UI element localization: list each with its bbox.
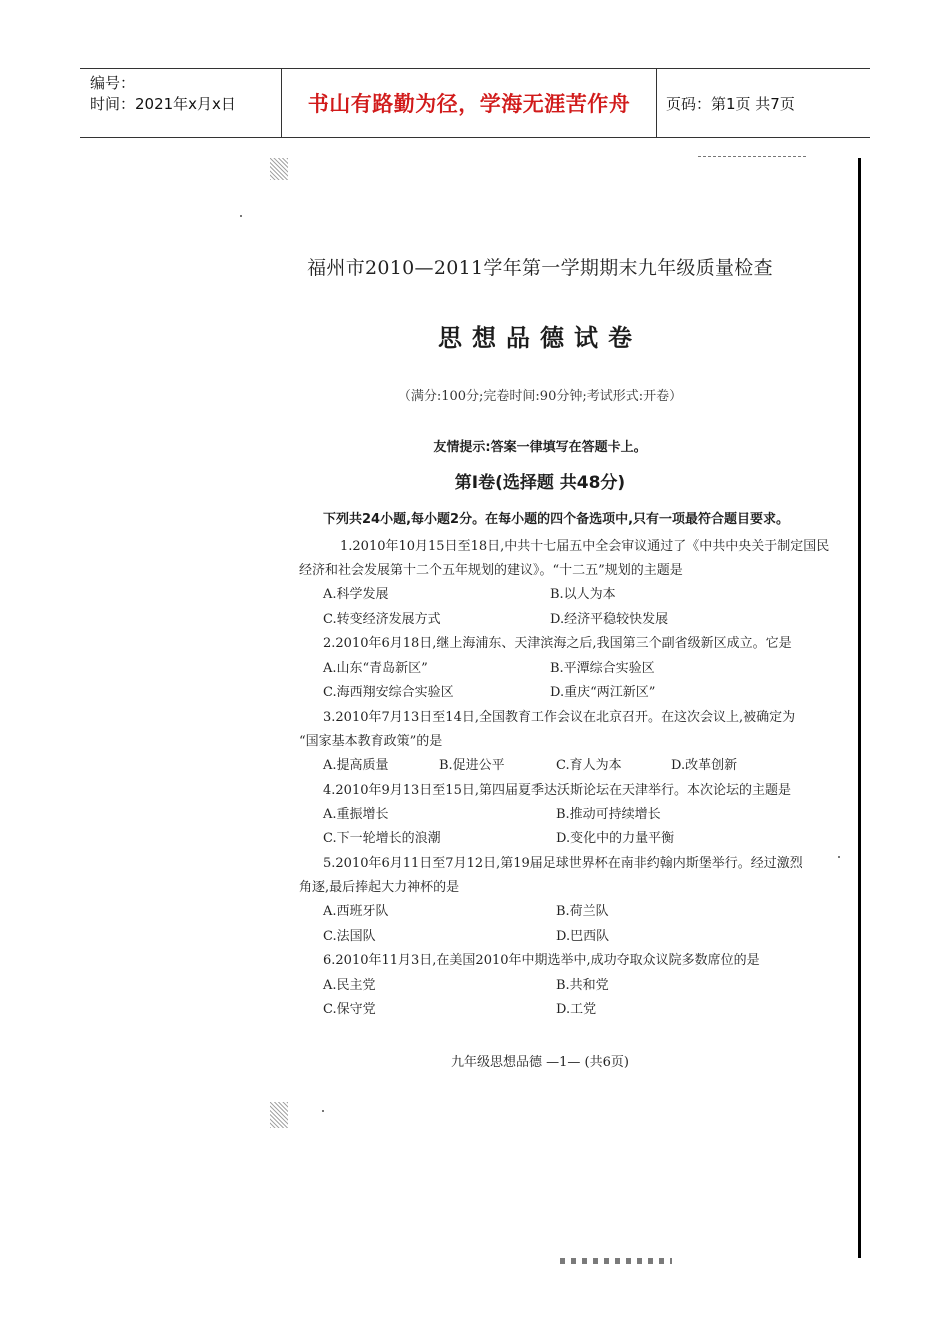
question-2-option: B.平潭综合实验区 — [550, 661, 655, 676]
question-3-option: D.改革创新 — [671, 758, 738, 773]
question-2-option: C.海西翔安综合实验区 — [323, 685, 454, 700]
header-divider — [656, 69, 657, 137]
question-1-stem-line: 经济和社会发展第十二个五年规划的建议》。“十二五”规划的主题是 — [299, 563, 683, 578]
question-6-stem-line: 6.2010年11月3日,在美国2010年中期选举中,成功夺取众议院多数席位的是 — [323, 953, 760, 968]
question-4-option: B.推动可持续增长 — [556, 807, 661, 822]
section-heading: 第Ⅰ卷(选择题 共48分) — [454, 473, 626, 493]
scan-speck — [838, 856, 840, 858]
question-6-option: B.共和党 — [556, 978, 609, 993]
page-info: 页码：第1页 共7页 — [666, 95, 795, 113]
number-label: 编号： — [90, 74, 136, 92]
question-1-option: A.科学发展 — [323, 587, 389, 602]
scan-dash-line — [698, 156, 806, 157]
question-5-option: C.法国队 — [323, 929, 376, 944]
question-5-option: D.巴西队 — [556, 929, 610, 944]
question-3-option: C.育人为本 — [556, 758, 622, 773]
question-2-stem-line: 2.2010年6月18日,继上海浦东、天津滨海之后,我国第三个副省级新区成立。它是 — [323, 636, 792, 651]
scan-speck — [240, 215, 242, 217]
question-1-stem-line: 1.2010年10月15日至18日,中共十七届五中全会审议通过了《中共中央关于制定国民 — [340, 539, 830, 554]
question-3-stem-line: 3.2010年7月13日至14日,全国教育工作会议在北京召开。在这次会议上,被确定为 — [323, 710, 796, 725]
page-footer: 九年级思想品德 —1— (共6页) — [451, 1055, 629, 1070]
instructions: 下列共24小题,每小题2分。在每小题的四个备选项中,只有一项最符合题目要求。 — [323, 512, 790, 527]
question-2-option: A.山东“青岛新区” — [323, 661, 428, 676]
question-4-option: D.变化中的力量平衡 — [556, 831, 675, 846]
exam-tip: 友情提示:答案一律填写在答题卡上。 — [433, 440, 647, 455]
question-3-option: B.促进公平 — [439, 758, 505, 773]
question-4-option: C.下一轮增长的浪潮 — [323, 831, 441, 846]
header-left-cell — [90, 73, 236, 115]
scan-mark-top — [270, 158, 288, 180]
question-1-option: C.转变经济发展方式 — [323, 612, 441, 627]
exam-title: 福州市2010—2011学年第一学期期末九年级质量检查 — [307, 257, 773, 279]
scan-speck — [322, 1110, 324, 1112]
scan-bottom-smudge — [560, 1258, 672, 1264]
question-4-option: A.重振增长 — [323, 807, 389, 822]
question-5-stem-line: 角逐,最后捧起大力神杯的是 — [299, 880, 460, 895]
document-header — [80, 68, 870, 138]
question-3-stem-line: “国家基本教育政策”的是 — [299, 734, 443, 749]
question-6-option: D.工党 — [556, 1002, 597, 1017]
question-6-option: C.保守党 — [323, 1002, 376, 1017]
scan-border-line — [858, 158, 861, 1258]
question-4-stem-line: 4.2010年9月13日至15日,第四届夏季达沃斯论坛在天津举行。本次论坛的主题是 — [323, 783, 791, 798]
time-label: 时间：2021年x月x日 — [90, 95, 236, 113]
exam-meta: （满分:100分;完卷时间:90分钟;考试形式:开卷） — [397, 389, 683, 404]
question-6-option: A.民主党 — [323, 978, 376, 993]
question-1-option: B.以人为本 — [550, 587, 616, 602]
question-5-option: A.西班牙队 — [323, 904, 389, 919]
question-2-option: D.重庆“两江新区” — [550, 685, 656, 700]
question-5-stem-line: 5.2010年6月11日至7月12日,第19届足球世界杯在南非约翰内斯堡举行。经过激烈 — [323, 856, 803, 871]
exam-subject: 思想品德试卷 — [438, 324, 642, 352]
question-5-option: B.荷兰队 — [556, 904, 609, 919]
question-3-option: A.提高质量 — [323, 758, 389, 773]
header-motto: 书山有路勤为径，学海无涯苦作舟 — [307, 92, 631, 116]
question-1-option: D.经济平稳较快发展 — [550, 612, 669, 627]
scan-mark-bottom — [270, 1102, 288, 1128]
